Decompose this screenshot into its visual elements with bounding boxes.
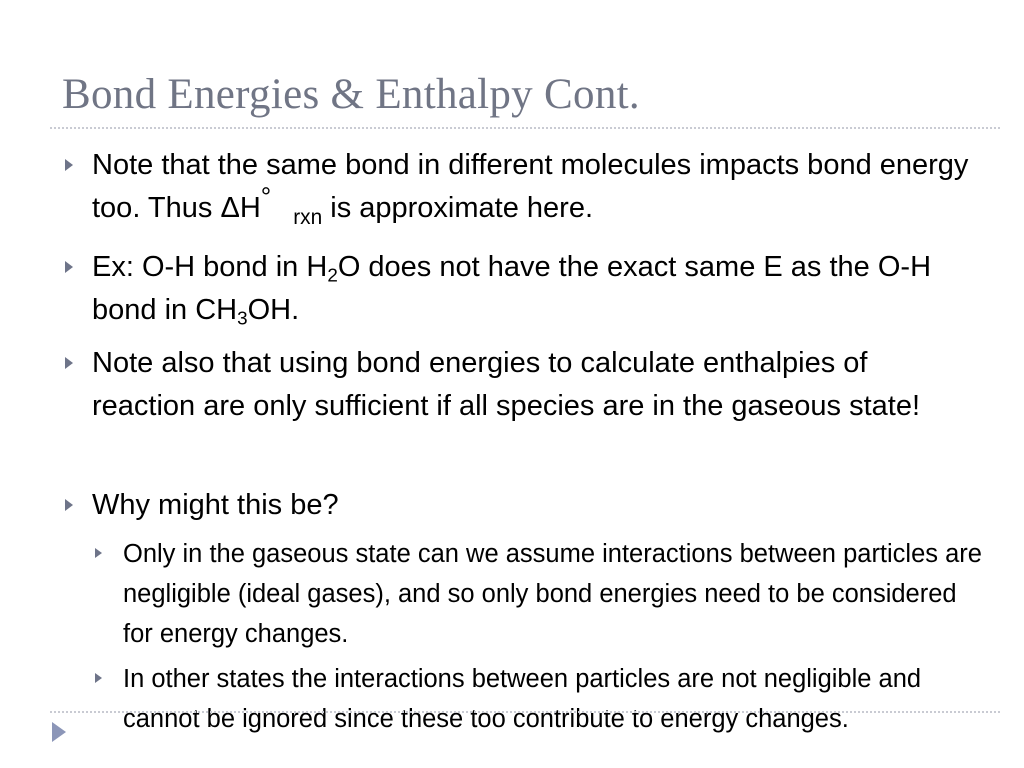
- bullet-item: [92, 484, 972, 527]
- sub-bullet-text: Only in the gaseous state can we assume interactions between particles are negligible (ideal gases), and so only bond energies need to be considered for energy changes.: [123, 540, 982, 648]
- enthalpy-symbol: H: [239, 192, 261, 224]
- sub-bullet-text: In other states the interactions between particles are not negligible and cannot be ignored since these too contribute to energy changes.: [123, 665, 922, 733]
- rxn-subscript: rxn: [293, 206, 323, 230]
- bullet-item: [92, 246, 972, 332]
- bullet-text: is approximate here.: [322, 192, 594, 224]
- delta-symbol: Δ: [220, 192, 240, 224]
- bullet-arrow-icon: [65, 357, 73, 369]
- sub-bullet-item: [123, 659, 983, 739]
- bullet-text: Note also that using bond energies to calculate enthalpies of reaction are only sufficient if all species are in the gaseous state!: [92, 347, 921, 422]
- next-slide-arrow-icon[interactable]: [52, 722, 66, 742]
- subscript: 2: [327, 264, 338, 286]
- bullet-text: Note that the same bond in different molecules impacts bond energy too. Thus: [92, 149, 969, 224]
- footer-divider: [50, 711, 1000, 713]
- sub-bullet-arrow-icon: [95, 673, 102, 683]
- bullet-text: O does not have the exact same E as the O-H bond in CH: [92, 251, 932, 326]
- bullet-item: [92, 144, 972, 230]
- bullet-text: Why might this be?: [92, 489, 339, 521]
- bullet-text: OH.: [247, 294, 300, 326]
- bullet-item: [92, 342, 972, 428]
- bullet-arrow-icon: [65, 159, 73, 171]
- bullet-arrow-icon: [65, 499, 73, 511]
- bullet-arrow-icon: [65, 261, 73, 273]
- slide-title: Bond Energies & Enthalpy Cont.: [62, 71, 640, 118]
- sub-bullet-item: [123, 534, 983, 654]
- sub-bullet-arrow-icon: [95, 548, 102, 558]
- degree-symbol: °: [260, 181, 272, 212]
- subscript: 3: [237, 307, 248, 329]
- bullet-text: Ex: O-H bond in H: [92, 251, 328, 283]
